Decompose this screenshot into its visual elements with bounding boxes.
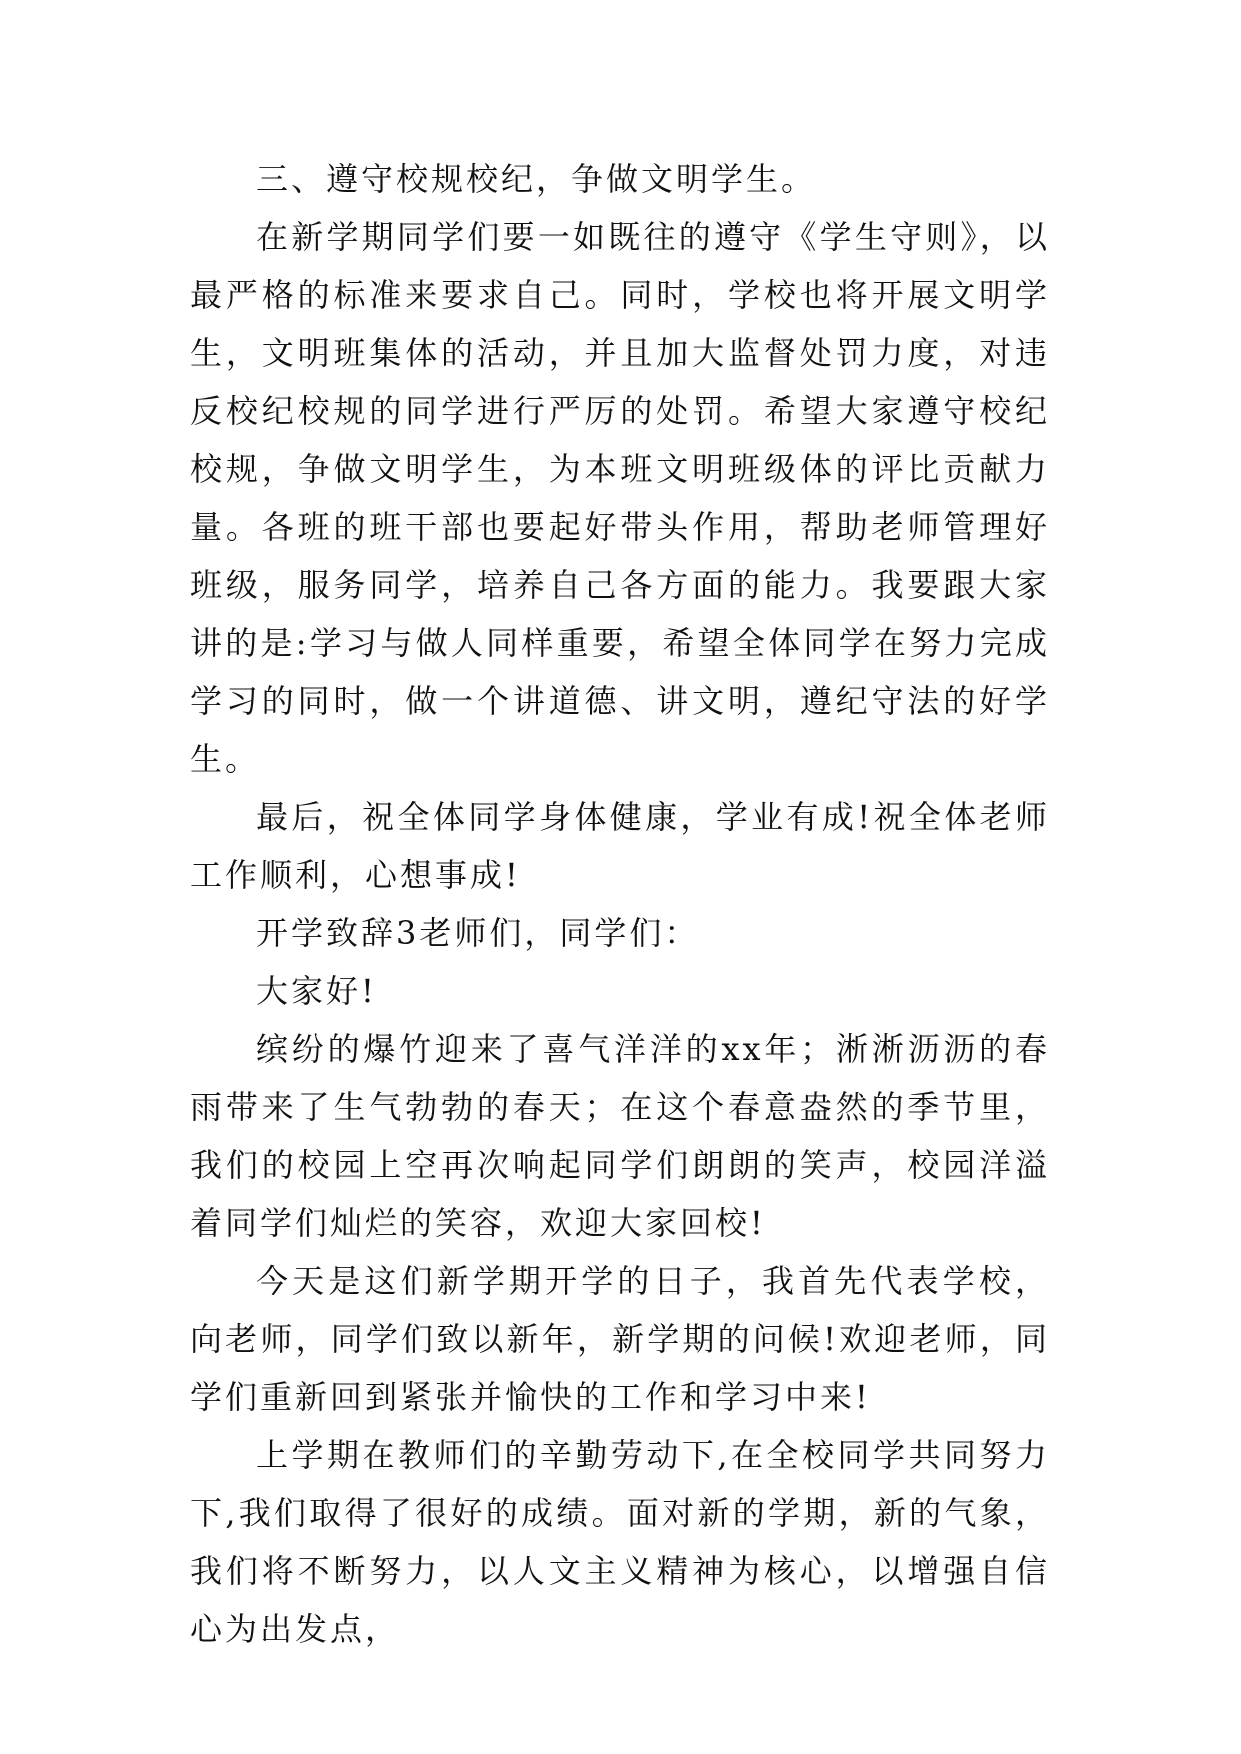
paragraph-speech-title: 开学致辞3老师们，同学们： [256,914,700,952]
paragraph-new-term: 今天是这们新学期开学的日子，我首先代表学校，向老师，同学们致以新年，新学期的问候!欢迎老师，同学们重新回到紧张并愉快的工作和学习中来! [190,1262,1050,1416]
paragraph-closing-wishes: 最后，祝全体同学身体健康，学业有成!祝全体老师工作顺利，心想事成! [190,798,1050,894]
paragraph-student-rules: 在新学期同学们要一如既往的遵守《学生守则》，以最严格的标准来要求自己。同时，学校也将开展文明学生，文明班集体的活动，并且加大监督处罚力度，对违反校纪校规的同学进行严厉的处罚。希望大家遵守校纪校规，争做文明学生，为本班文明班级体的评比贡献力量。各班的班干部也要起好带头作用，帮助老师管理好班级，服务同学，培养自己各方面的能力。我要跟大家讲的是:学习与做人同样重要，希望全体同学在努力完成学习的同时，做一个讲道德、讲文明，遵纪守法的好学生。 [190,218,1050,778]
document-body [190,150,1050,1658]
paragraph-spring-welcome: 缤纷的爆竹迎来了喜气洋洋的xx年；淅淅沥沥的春雨带来了生气勃勃的春天；在这个春意盎然的季节里，我们的校园上空再次响起同学们朗朗的笑声，校园洋溢着同学们灿烂的笑容，欢迎大家回校! [190,1030,1050,1242]
paragraph-last-term: 上学期在教师们的辛勤劳动下,在全校同学共同努力下,我们取得了很好的成绩。面对新的学期，新的气象，我们将不断努力，以人文主义精神为核心，以增强自信心为出发点， [190,1436,1050,1648]
paragraph-greeting: 大家好! [256,972,377,1010]
paragraph-section-heading: 三、遵守校规校纪，争做文明学生。 [256,160,817,198]
